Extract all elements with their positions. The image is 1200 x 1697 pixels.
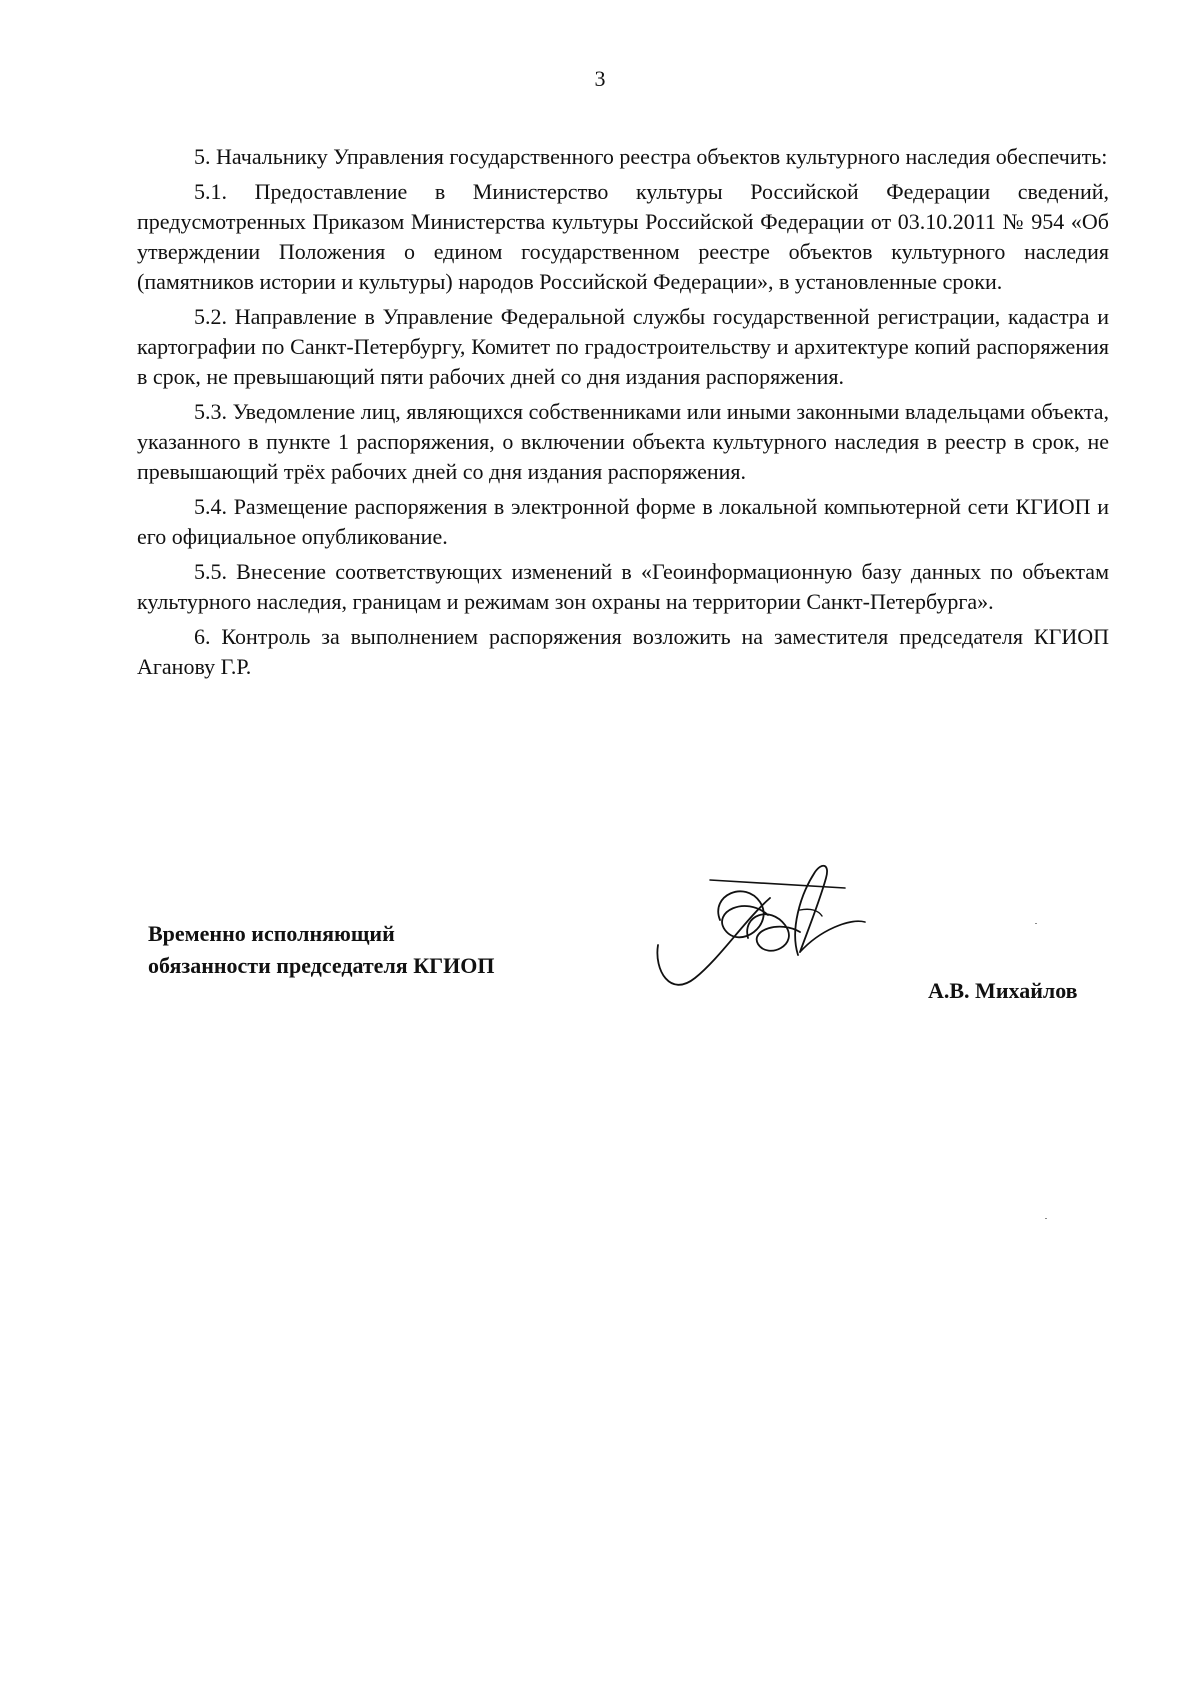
signatory-position [148,918,494,982]
signatory-position-line-1: Временно исполняющий [148,921,395,946]
paragraph-5-4: 5.4. Размещение распоряжения в электронной форме в локальной компьютерной сети КГИОП и его официальное опубликование. [137,494,1109,549]
paragraph-5: 5. Начальнику Управления государственного реестра объектов культурного наследия обеспечить: [194,144,1108,169]
scan-speck [1045,1218,1047,1219]
signatory-position-line-2: обязанности председателя КГИОП [148,953,495,978]
paragraph-5-1: 5.1. Предоставление в Министерство культуры Российской Федерации сведений, предусмотренных Приказом Министерства культуры Российской Федерации от 03.10.2011 № 954 «Об утверждении Положения о едином государственном реестре объектов культурного наследия (памятников истории и культуры) народов Российской Федерации», в установленные сроки. [137,179,1109,294]
paragraph-6: 6. Контроль за выполнением распоряжения возложить на заместителя председателя КГИОП Аганову Г.Р. [137,624,1109,679]
signatory-name: А.В. Михайлов [928,978,1078,1003]
document-body [137,142,1109,687]
page-number: 3 [594,66,606,91]
paragraph-5-3: 5.3. Уведомление лиц, являющихся собственниками или иными законными владельцами объекта, указанного в пункте 1 распоряжения, о включении объекта культурного наследия в реестр в срок, не превышающий трёх рабочих дней со дня издания распоряжения. [137,399,1109,484]
scan-speck [1035,923,1037,924]
handwritten-signature [650,860,950,1010]
paragraph-5-5: 5.5. Внесение соответствующих изменений в «Геоинформационную базу данных по объектам культурного наследия, границам и режимам зон охраны на территории Санкт-Петербурга». [137,559,1109,614]
paragraph-5-2: 5.2. Направление в Управление Федеральной службы государственной регистрации, кадастра и картографии по Санкт-Петербургу, Комитет по градостроительству и архитектуре копий распоряжения в срок, не превышающий пяти рабочих дней со дня издания распоряжения. [137,304,1109,389]
